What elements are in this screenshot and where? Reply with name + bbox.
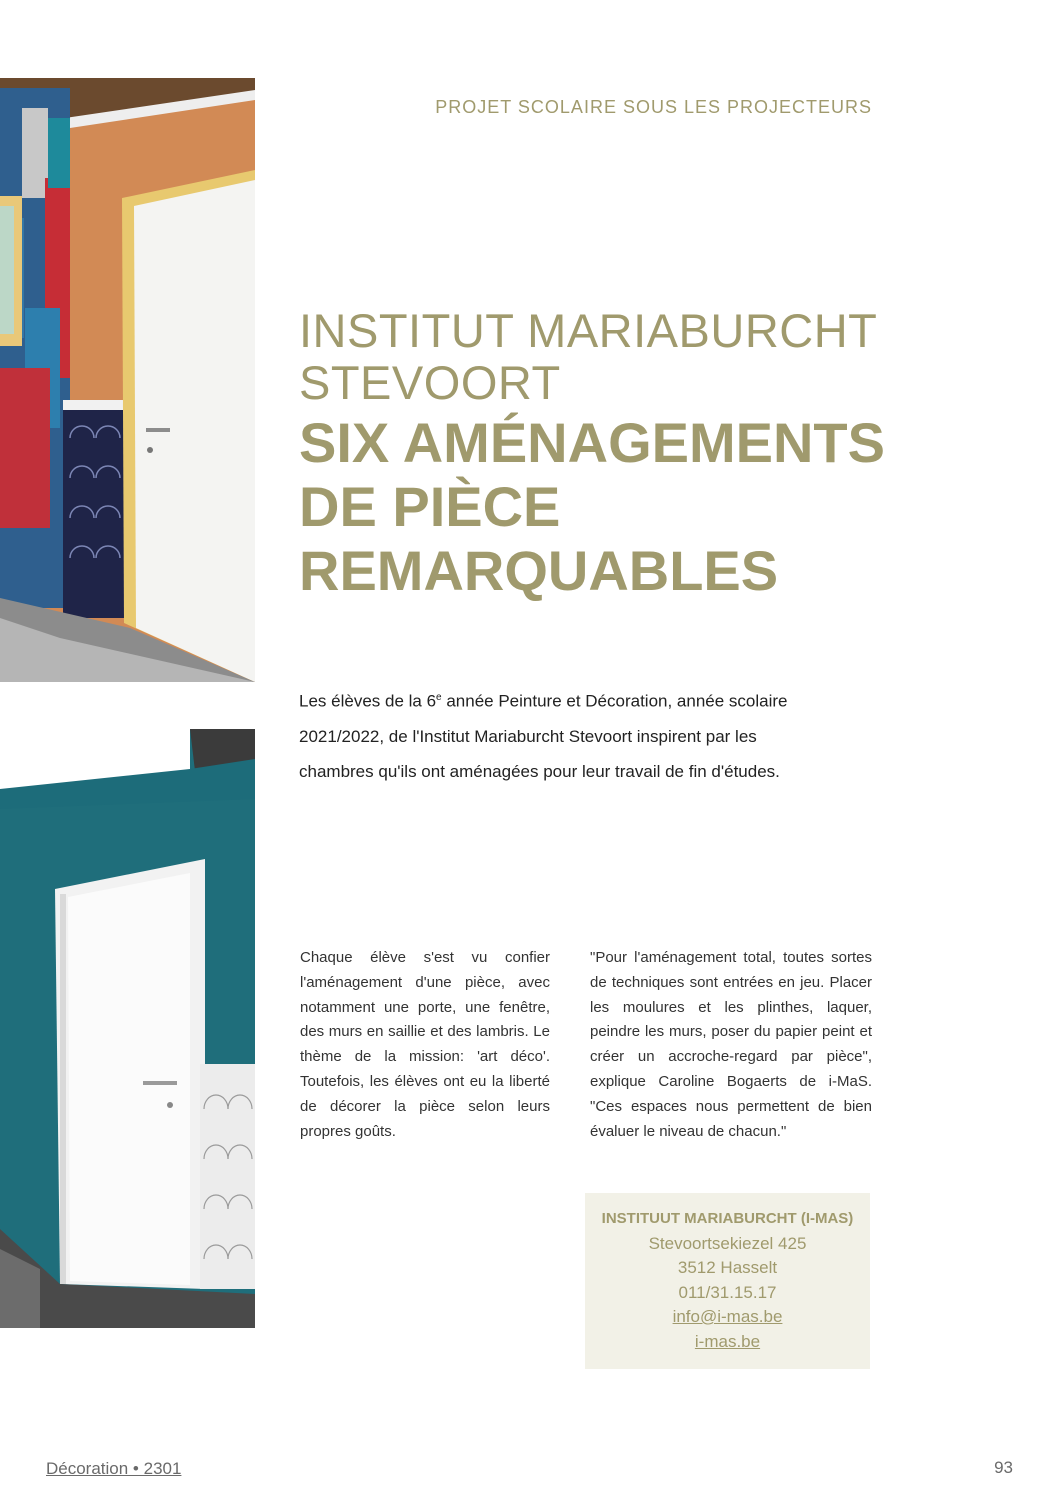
- photo-orange-room: [0, 78, 255, 682]
- intro-line-3: chambres qu'ils ont aménagées pour leur travail de fin d'études.: [299, 761, 780, 781]
- contact-street: Stevoortsekiezel 425: [648, 1233, 807, 1253]
- title-bold-2: DE PIÈCE: [299, 475, 561, 538]
- article-title: [299, 305, 939, 601]
- title-bold-3: REMARQUABLES: [299, 539, 779, 602]
- intro-superscript: e: [436, 692, 442, 703]
- title-bold-1: SIX AMÉNAGEMENTS: [299, 411, 885, 474]
- body-column-1: Chaque élève s'est vu confier l'aménagement d'une pièce, avec notamment une porte, une fenêtre, des murs en saillie et des lambris. Le thème de la mission: 'art déco'. Toutefois, les élèves ont eu la liberté de décorer la pièce selon leurs propres goûts.: [300, 949, 550, 1140]
- photo-teal-room: [0, 729, 255, 1328]
- intro-line-1: [299, 680, 859, 719]
- section-kicker: PROJET SCOLAIRE SOUS LES PROJECTEURS: [435, 97, 872, 117]
- footer-magazine[interactable]: Décoration • 2301: [46, 1459, 182, 1478]
- title-line-2: STEVOORT: [299, 356, 561, 409]
- intro-part-2: année Peinture et Décoration, année scolaire: [441, 691, 788, 711]
- contact-website-link[interactable]: i-mas.be: [694, 1331, 761, 1351]
- page-number: 93: [994, 1458, 1013, 1477]
- intro-paragraph: [299, 680, 859, 789]
- contact-name: INSTITUUT MARIABURCHT (I-MAS): [601, 1210, 854, 1227]
- intro-part-1: Les élèves de la 6: [299, 691, 437, 711]
- title-line-1: INSTITUT MARIABURCHT: [299, 304, 878, 357]
- intro-line-2: 2021/2022, de l'Institut Mariaburcht Stevoort inspirent par les: [299, 726, 757, 746]
- contact-phone: 011/31.15.17: [678, 1282, 777, 1302]
- contact-box: [585, 1193, 870, 1369]
- contact-email-link[interactable]: info@i-mas.be: [672, 1307, 783, 1326]
- contact-city: 3512 Hasselt: [677, 1258, 778, 1277]
- body-column-2: "Pour l'aménagement total, toutes sortes de techniques sont entrées en jeu. Placer les moulures et les plinthes, laquer, peindre les murs, poser du papier peint et créer un accroche-regard par pièce", explique Caroline Bogaerts de i-MaS. "Ces espaces nous permettent de bien évaluer le niveau de chacun.": [590, 949, 872, 1140]
